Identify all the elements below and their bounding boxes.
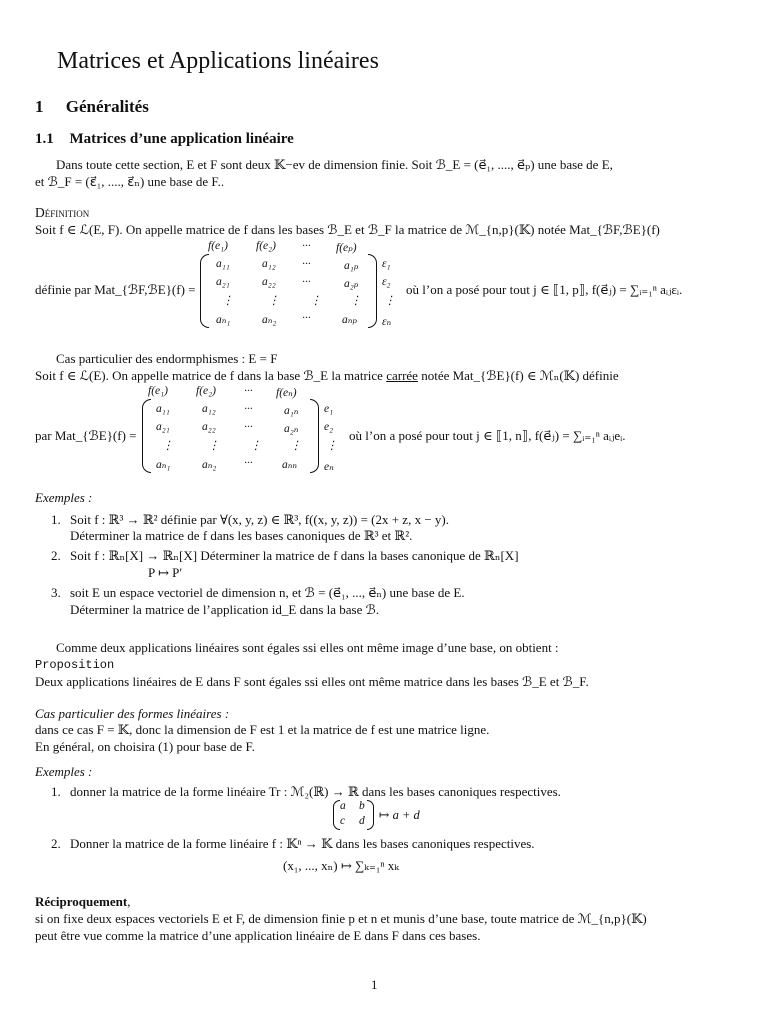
- subsection-label: Matrices d’une application linéaire: [69, 131, 294, 147]
- row-label: ⋮: [326, 440, 338, 452]
- row-label: e₁: [324, 403, 334, 415]
- matrix-cell: a₂₂: [202, 421, 216, 433]
- matrix-cell: aₙ₂: [262, 314, 277, 326]
- formes-heading: Cas particulier des formes linéaires :: [35, 706, 230, 721]
- example-number: 2.: [51, 836, 61, 851]
- example-number: 1.: [51, 512, 61, 527]
- col-head: ···: [244, 385, 253, 397]
- reciproque-line-1: si on fixe deux espaces vectoriels E et F, de dimension finie p et n et munis d’une base, toute matrice de ℳ_{n,p}(𝕂): [35, 911, 647, 926]
- row-label: eₙ: [324, 461, 334, 473]
- example-number: 3.: [51, 585, 61, 600]
- endo-line-1: Cas particulier des endormphismes : E = F: [56, 351, 278, 366]
- col-head: f(e₂): [256, 240, 276, 252]
- matrix-cell: ⋮: [268, 295, 280, 307]
- left-paren: [200, 254, 209, 328]
- col-head: f(eₙ): [276, 387, 297, 399]
- matrix-cell: ⋮: [222, 295, 234, 307]
- matrix-cell: a₂₁: [156, 421, 170, 433]
- matrix-cell: a: [340, 800, 346, 812]
- endo-text: Soit f ∈ ℒ(E). On appelle matrice de f dans la base ℬ_E la matrice: [35, 368, 387, 383]
- matrix-cell: ⋮: [250, 440, 262, 452]
- matrix-cell: ⋮: [162, 440, 174, 452]
- matrix-cell: a₂₂: [262, 276, 276, 288]
- examples-heading: Exemples :: [35, 490, 93, 505]
- endo-rhs: où l’on a posé pour tout j ∈ ⟦1, n⟧, f(e⃗ⱼ) = ∑ᵢ₌₁ⁿ aᵢⱼeᵢ.: [349, 428, 626, 443]
- example-1-line-2: Déterminer la matrice de f dans les bases canoniques de ℝ³ et ℝ².: [70, 528, 413, 543]
- example-2-line-2: P ↦ P′: [148, 565, 183, 580]
- matrix-cell: aₙ₁: [216, 314, 231, 326]
- right-paren: [367, 800, 374, 830]
- endo-matrix: [148, 385, 348, 477]
- row-label: εₙ: [382, 316, 392, 328]
- matrix-cell: aₙₙ: [282, 459, 298, 471]
- matrix-cell: a₁₁: [216, 258, 230, 270]
- matrix-cell: a₂₁: [216, 276, 230, 288]
- subsection-heading: [35, 131, 294, 148]
- matrix-cell: d: [359, 815, 365, 827]
- col-head: f(e₁): [148, 385, 168, 397]
- trace-map: ↦ a + d: [379, 808, 420, 822]
- section-label: Généralités: [65, 97, 149, 116]
- left-paren: [333, 800, 340, 830]
- definition-line-1: Soit f ∈ ℒ(E, F). On appelle matrice de f dans les bases ℬ_E et ℬ_F la matrice de ℳ_{n,p}(𝕂) notée Mat_{ℬF,ℬE}(f): [35, 222, 660, 237]
- row-label: ε₁: [382, 258, 391, 270]
- example-3-line-2: Déterminer la matrice de l’application id_E dans la base ℬ.: [70, 602, 380, 617]
- matrix-cell: ···: [302, 258, 311, 270]
- reciproque-line-2: peut être vue comme la matrice d’une application linéaire de E dans F dans ces bases.: [35, 928, 481, 943]
- matrix-cell: ···: [244, 457, 253, 469]
- right-paren: [310, 399, 319, 473]
- example2-1-text: donner la matrice de la forme linéaire Tr : ℳ₂(ℝ) → ℝ dans les bases canoniques respectives.: [70, 784, 561, 799]
- matrix-cell: ···: [302, 312, 311, 324]
- matrix-cell: a₂ₙ: [284, 423, 299, 435]
- examples-heading: Exemples :: [35, 764, 93, 779]
- matrix-cell: a₁₂: [202, 403, 216, 415]
- endo-underlined: carrée: [386, 368, 418, 383]
- left-paren: [142, 399, 151, 473]
- matrix-cell: aₙ₁: [156, 459, 171, 471]
- matrix-cell: a₁ₙ: [284, 405, 299, 417]
- proposition-text: Deux applications linéaires de E dans F sont égales ssi elles ont même matrice dans les bases ℬ_E et ℬ_F.: [35, 674, 589, 689]
- trace-matrix: [333, 800, 453, 830]
- definition-matrix: [206, 240, 406, 332]
- example-number: 1.: [51, 784, 61, 799]
- col-head: f(eₚ): [336, 242, 357, 254]
- matrix-cell: c: [340, 815, 346, 827]
- reciproque-bold: Réciproquement: [35, 894, 128, 909]
- col-head: f(e₂): [196, 385, 216, 397]
- right-paren: [368, 254, 377, 328]
- page-number: 1: [371, 977, 378, 992]
- endo-lhs: par Mat_{ℬE}(f) =: [35, 428, 137, 443]
- example2-2-text: Donner la matrice de la forme linéaire f : 𝕂ⁿ → 𝕂 dans les bases canoniques respectives.: [70, 836, 535, 851]
- section-number: 1: [35, 97, 44, 116]
- col-head: f(e₁): [208, 240, 228, 252]
- proposition-intro: Comme deux applications linéaires sont égales ssi elles ont même image d’une base, on obtient :: [56, 640, 559, 655]
- reciproque-heading: [35, 894, 130, 910]
- reciproque-comma: ,: [127, 894, 131, 909]
- matrix-cell: ···: [244, 421, 253, 433]
- intro-line-2: et ℬ_F = (ε⃗₁, ...., ε⃗ₙ) une base de F..: [35, 174, 225, 189]
- definition-rhs: où l’on a posé pour tout j ∈ ⟦1, p⟧, f(e⃗ⱼ) = ∑ᵢ₌₁ⁿ aᵢⱼεᵢ.: [406, 282, 683, 297]
- subsection-number: 1.1: [35, 131, 54, 147]
- row-label: ε₂: [382, 276, 391, 288]
- col-head: ···: [302, 240, 311, 252]
- matrix-cell: a₁₂: [262, 258, 276, 270]
- matrix-cell: aₙₚ: [342, 314, 358, 326]
- matrix-cell: ⋮: [290, 440, 302, 452]
- sum-formula: (x₁, ..., xₙ) ↦ ∑ₖ₌₁ⁿ xₖ: [283, 858, 399, 873]
- example-3-line-1: soit E un espace vectoriel de dimension n, et ℬ = (e⃗₁, ..., e⃗ₙ) une base de E.: [70, 585, 465, 600]
- matrix-cell: a₁₁: [156, 403, 170, 415]
- proposition-heading: Proposition: [35, 658, 115, 672]
- endo-line-2: [35, 368, 619, 384]
- formes-line-1: dans ce cas F = 𝕂, donc la dimension de F est 1 et la matrice de f est une matrice ligne.: [35, 722, 490, 737]
- matrix-cell: ⋮: [310, 295, 322, 307]
- example-2-line-1: Soit f : ℝₙ[X] → ℝₙ[X] Déterminer la matrice de f dans la bases canonique de ℝₙ[X]: [70, 548, 519, 563]
- matrix-cell: ···: [302, 276, 311, 288]
- matrix-cell: ⋮: [208, 440, 220, 452]
- matrix-cell: aₙ₂: [202, 459, 217, 471]
- matrix-cell: ···: [244, 403, 253, 415]
- matrix-cell: ⋮: [350, 295, 362, 307]
- section-heading: [35, 97, 149, 117]
- formes-line-2: En général, on choisira (1) pour base de F.: [35, 739, 255, 754]
- row-label: ⋮: [384, 295, 396, 307]
- example-1-line-1: Soit f : ℝ³ → ℝ² définie par ∀(x, y, z) ∈ ℝ³, f((x, y, z)) = (2x + z, x − y).: [70, 512, 449, 527]
- matrix-cell: a₁ₚ: [344, 260, 359, 272]
- matrix-cell: a₂ₚ: [344, 278, 359, 290]
- definition-heading: Définition: [35, 205, 90, 220]
- page-title: Matrices et Applications linéaires: [57, 48, 379, 74]
- matrix-cell: b: [359, 800, 365, 812]
- example-number: 2.: [51, 548, 61, 563]
- row-label: e₂: [324, 421, 334, 433]
- intro-line-1: Dans toute cette section, E et F sont deux 𝕂−ev de dimension finie. Soit ℬ_E = (e⃗₁, ...., e⃗ₚ) une base de E,: [56, 157, 613, 172]
- definition-lhs: définie par Mat_{ℬF,ℬE}(f) =: [35, 282, 196, 297]
- endo-text: notée Mat_{ℬE}(f) ∈ ℳₙ(𝕂) définie: [417, 368, 619, 383]
